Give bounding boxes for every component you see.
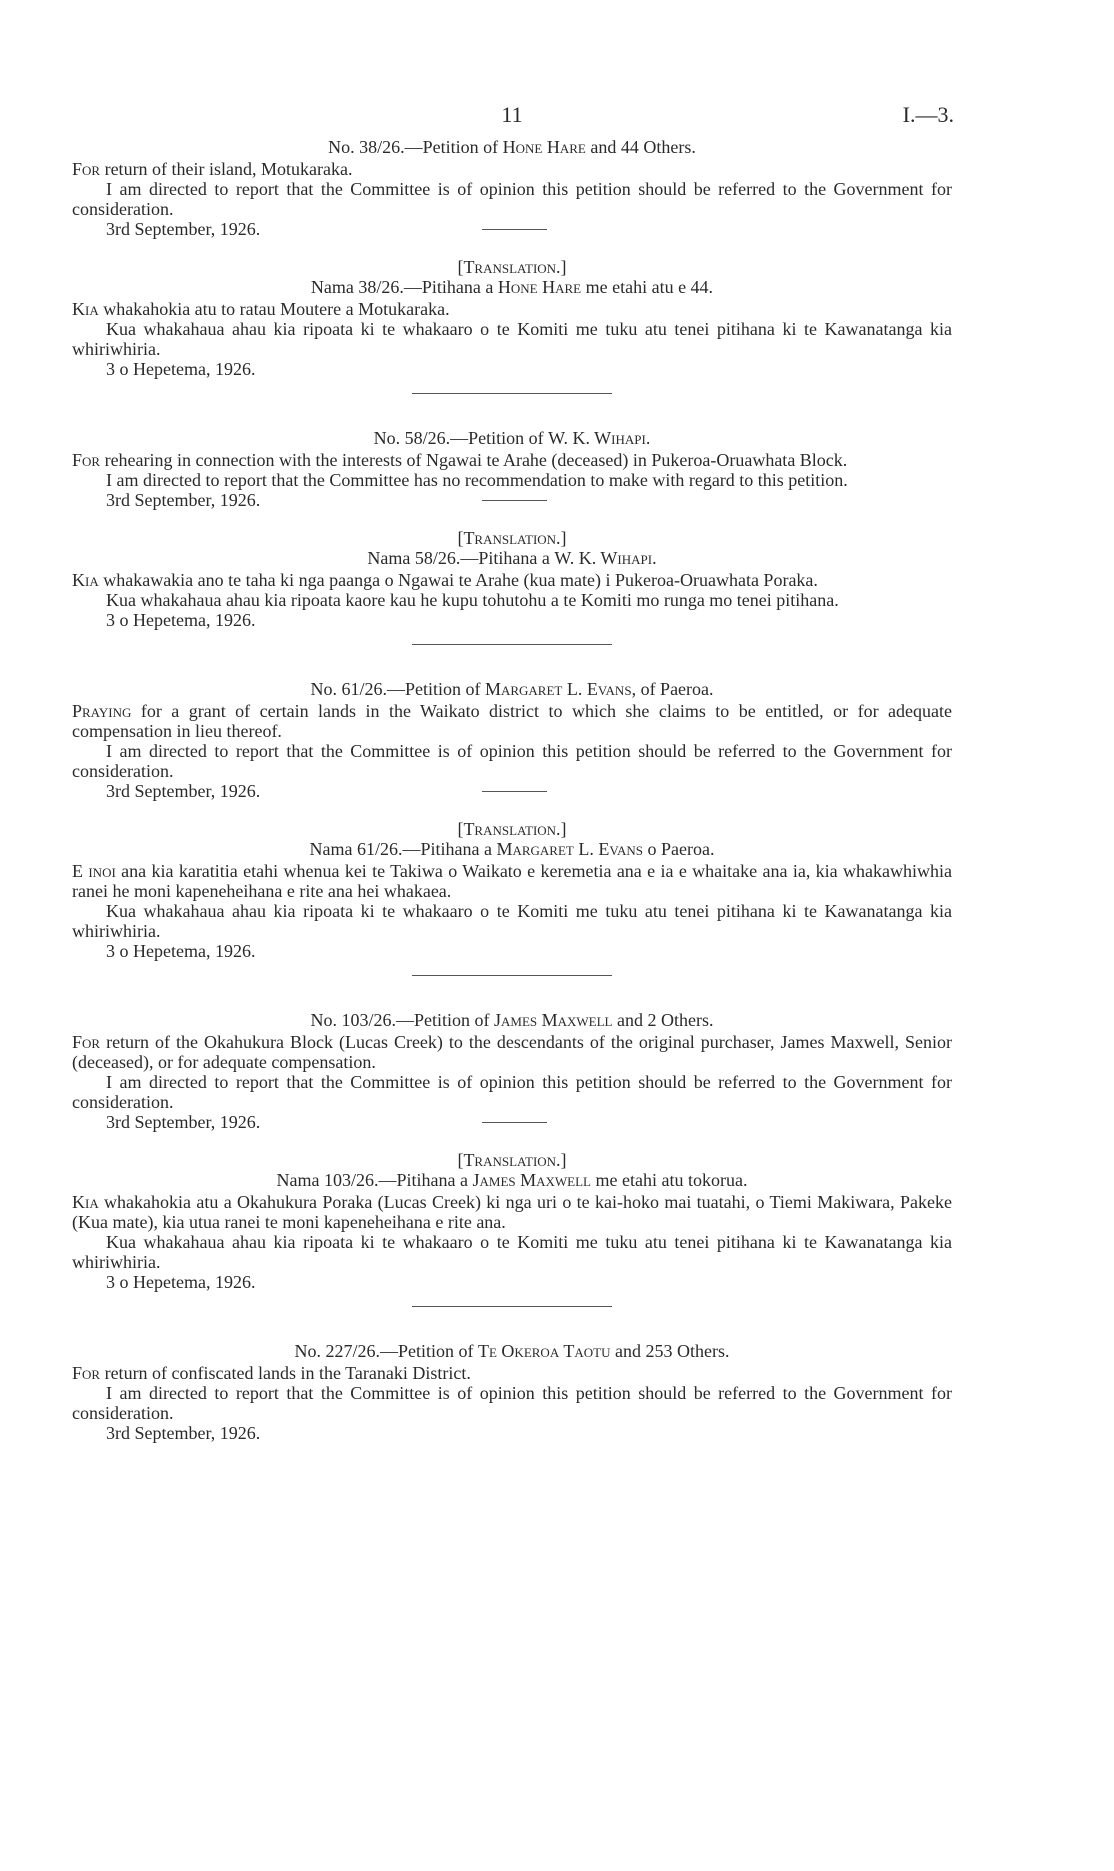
petition-61 — [72, 679, 952, 976]
prayer-text: return of their island, Motukaraka. — [100, 159, 353, 179]
petitioner-name: Margaret L. Evans — [484, 679, 632, 699]
lead-word: For — [72, 159, 101, 179]
translation-heading: Nama 103/26.—Pitihana a James Maxwell me etahi atu tokorua. — [276, 1170, 748, 1190]
petitioner-name: Hone Hare — [502, 137, 586, 157]
petition-prayer: For return of the Okahukura Block (Lucas Creek) to the descendants of the original purchaser, James Maxwell, Senior (deceased), or for adequate compensation. — [72, 1032, 952, 1072]
committee-report: I am directed to report that the Committee is of opinion this petition should be referred to the Government for consideration. — [72, 1383, 952, 1423]
petitioner-name: James Maxwell — [494, 1010, 613, 1030]
report-date: 3rd September, 1926. — [106, 781, 261, 801]
short-rule — [482, 229, 547, 230]
petition-prayer: For return of confiscated lands in the Taranaki District. — [72, 1363, 471, 1383]
translation-date: 3 o Hepetema, 1926. — [106, 610, 256, 630]
heading-prefix: No. 38/26.—Petition of — [328, 137, 503, 157]
translation-heading: Nama 61/26.—Pitihana a Margaret L. Evans o Paeroa. — [309, 839, 715, 859]
section-divider — [412, 975, 612, 976]
petitioner-name: W. K. Wihapi — [548, 428, 646, 448]
date-row — [72, 219, 952, 239]
translation-report: Kua whakahaua ahau kia ripoata ki te whakaaro o te Komiti me tuku atu tenei pitihana ki te Kawanatanga kia whiriwhiria. — [72, 901, 952, 941]
petition-58 — [72, 428, 952, 645]
report-date: 3rd September, 1926. — [106, 1423, 261, 1443]
petition-prayer: For rehearing in connection with the interests of Ngawai te Arahe (deceased) in Pukeroa-Oruawhata Block. — [72, 450, 848, 470]
document-page — [72, 102, 954, 1443]
report-date: 3rd September, 1926. — [106, 490, 261, 510]
section-divider — [412, 1306, 612, 1307]
translation-label: [Translation.] — [457, 819, 567, 839]
committee-report: I am directed to report that the Committee is of opinion this petition should be referred to the Government for consideration. — [72, 741, 952, 781]
translation-prayer: Kia whakahokia atu a Okahukura Poraka (Lucas Creek) ki nga uri o te kai-hoko mai tuatahi, o Tiemi Makiwara, Pakeke (Kua mate), kia utua ranei te moni kapeneheihana e rite ana. — [72, 1192, 952, 1232]
heading-suffix: and 44 Others. — [585, 137, 696, 157]
date-row — [72, 781, 952, 801]
short-rule — [482, 1122, 547, 1123]
report-date: 3rd September, 1926. — [106, 1112, 261, 1132]
translation-heading: Nama 58/26.—Pitihana a W. K. Wihapi. — [367, 548, 657, 568]
short-rule — [482, 500, 547, 501]
date-row — [72, 490, 952, 510]
petition-heading: No. 61/26.—Petition of Margaret L. Evans, of Paeroa. — [310, 679, 714, 699]
committee-report: I am directed to report that the Committee is of opinion this petition should be referred to the Government for consideration. — [72, 1072, 952, 1112]
section-divider — [412, 644, 612, 645]
petition-heading: No. 58/26.—Petition of W. K. Wihapi. — [373, 428, 651, 448]
committee-report: I am directed to report that the Committee is of opinion this petition should be referred to the Government for consideration. — [72, 179, 952, 219]
translation-heading: Nama 38/26.—Pitihana a Hone Hare me etahi atu e 44. — [310, 277, 714, 297]
short-rule — [482, 791, 547, 792]
date-row — [72, 1112, 952, 1132]
petition-103 — [72, 1010, 952, 1307]
translation-label: [Translation.] — [457, 528, 567, 548]
document-reference: I.—3. — [902, 102, 954, 127]
translation-date: 3 o Hepetema, 1926. — [106, 1272, 256, 1292]
translation-date: 3 o Hepetema, 1926. — [106, 359, 256, 379]
translation-date: 3 o Hepetema, 1926. — [106, 941, 256, 961]
petition-227 — [72, 1341, 952, 1443]
petition-heading: No. 227/26.—Petition of Te Okeroa Taotu and 253 Others. — [294, 1341, 730, 1361]
page-number: 11 — [501, 102, 523, 127]
petition-38 — [72, 137, 952, 394]
translation-label: [Translation.] — [457, 1150, 567, 1170]
report-date: 3rd September, 1926. — [106, 219, 261, 239]
translation-prayer: Kia whakawakia ano te taha ki nga paanga o Ngawai te Arahe (kua mate) i Pukeroa-Oruawhata Poraka. — [72, 570, 818, 590]
section-divider — [412, 393, 612, 394]
petition-prayer: Praying for a grant of certain lands in the Waikato district to which she claims to be entitled, or for adequate compensation in lieu thereof. — [72, 701, 952, 741]
petition-heading — [72, 137, 952, 157]
translation-report: Kua whakahaua ahau kia ripoata ki te whakaaro o te Komiti me tuku atu tenei pitihana ki te Kawanatanga kia whiriwhiria. — [72, 319, 952, 359]
page-header — [72, 102, 954, 135]
translation-label: [Translation.] — [457, 257, 567, 277]
petition-heading: No. 103/26.—Petition of James Maxwell and 2 Others. — [310, 1010, 714, 1030]
translation-prayer: E inoi ana kia karatitia etahi whenua kei te Takiwa o Waikato e keremetia ana e ia e whaitake ana ia, kia whakawhiwhia ranei he moni kapeneheihana e rite ana hei whakaea. — [72, 861, 952, 901]
petition-prayer — [72, 159, 952, 179]
committee-report: I am directed to report that the Committee has no recommendation to make with regard to this petition. — [106, 470, 848, 490]
petitioner-name: Te Okeroa Taotu — [478, 1341, 611, 1361]
translation-report: Kua whakahaua ahau kia ripoata ki te whakaaro o te Komiti me tuku atu tenei pitihana ki te Kawanatanga kia whiriwhiria. — [72, 1232, 952, 1272]
translation-report: Kua whakahaua ahau kia ripoata kaore kau he kupu tohutohu a te Komiti mo runga mo tenei pitihana. — [106, 590, 839, 610]
translation-prayer: Kia whakahokia atu to ratau Moutere a Motukaraka. — [72, 299, 450, 319]
